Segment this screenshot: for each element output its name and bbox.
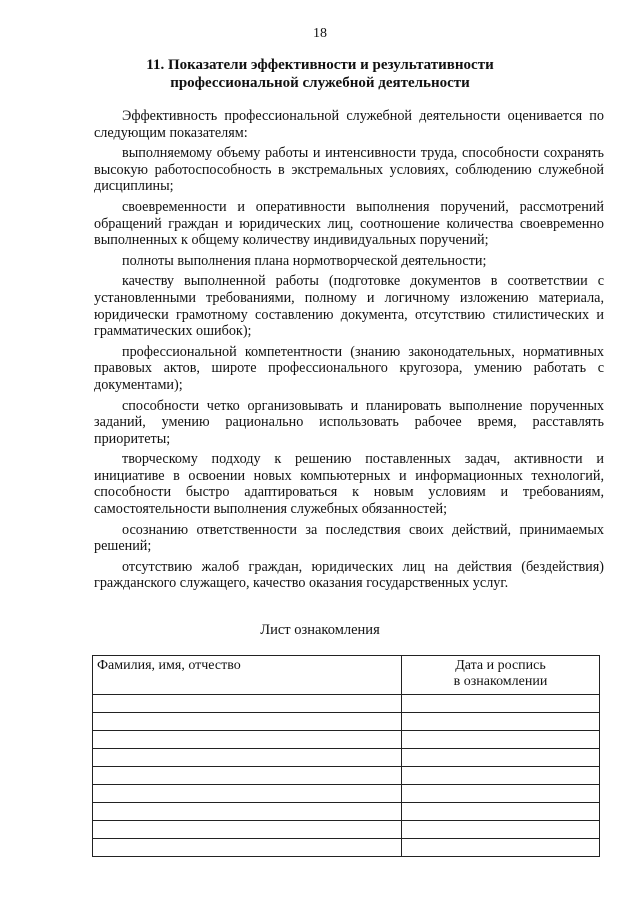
date-signature-cell [402, 695, 600, 713]
paragraph-item: своевременности и оперативности выполнения поручений, рассмотрений обращений граждан и юридических лиц, соотношение количества своевременно выполненных к общему количеству индивидуальных поручений; [94, 198, 604, 249]
column-header-date-line-2: в ознакомлении [453, 674, 548, 689]
name-cell [93, 803, 402, 821]
section-heading-line-1: 11. Показатели эффективности и результативности [146, 57, 494, 73]
table-row [93, 731, 600, 749]
date-signature-cell [402, 731, 600, 749]
name-cell [93, 821, 402, 839]
paragraph-item: отсутствию жалоб граждан, юридических лиц на действия (бездействия) гражданского служащего, качество оказания государственных услуг. [94, 558, 604, 592]
section-heading-line-2: профессиональной служебной деятельности [170, 75, 470, 91]
table-row [93, 839, 600, 857]
table-row [93, 821, 600, 839]
name-cell [93, 713, 402, 731]
paragraph-item: способности четко организовывать и планировать выполнение порученных заданий, умению рационально использовать рабочее время, расставлять приоритеты; [94, 397, 604, 447]
date-signature-cell [402, 821, 600, 839]
paragraph-item: профессиональной компетентности (знанию законодательных, нормативных правовых актов, широте профессионального кругозора, умению работать с документами); [94, 343, 604, 393]
date-signature-cell [402, 839, 600, 857]
date-signature-cell [402, 749, 600, 767]
table-row [93, 749, 600, 767]
acknowledgement-sheet-title: Лист ознакомления [260, 622, 380, 638]
table-body [93, 695, 600, 857]
column-header-date [402, 656, 600, 695]
date-signature-cell [402, 767, 600, 785]
table-row [93, 695, 600, 713]
name-cell [93, 767, 402, 785]
name-cell [93, 749, 402, 767]
page-number: 18 [313, 26, 327, 41]
table-row [93, 803, 600, 821]
paragraph-item: качеству выполненной работы (подготовке документов в соответствии с установленными требованиями, полному и логичному изложению материала, юридически грамотному составлению документа, отсутствию стилистических и грамматических ошибок); [94, 273, 604, 340]
paragraph-item: осознанию ответственности за последствия своих действий, принимаемых решений; [94, 521, 604, 555]
column-header-date-line-1: Дата и роспись [455, 658, 546, 673]
column-header-name: Фамилия, имя, отчество [93, 656, 402, 695]
acknowledgement-table [92, 655, 600, 857]
name-cell [93, 695, 402, 713]
table-header-row [93, 656, 600, 695]
date-signature-cell [402, 713, 600, 731]
table-row [93, 785, 600, 803]
paragraph-item: творческому подходу к решению поставленных задач, активности и инициативе в освоении новых компьютерных и информационных технологий, способности быстро адаптироваться к новым условиям и требованиям, самостоятельности выполнения служебных обязанностей; [94, 451, 604, 518]
name-cell [93, 785, 402, 803]
name-cell [93, 731, 402, 749]
date-signature-cell [402, 803, 600, 821]
paragraph-intro: Эффективность профессиональной служебной деятельности оценивается по следующим показателям: [94, 108, 604, 141]
table-row [93, 767, 600, 785]
name-cell [93, 839, 402, 857]
body-text [94, 108, 604, 596]
section-heading [90, 56, 550, 92]
table-row [93, 713, 600, 731]
date-signature-cell [402, 785, 600, 803]
paragraph-item: выполняемому объему работы и интенсивности труда, способности сохранять высокую работоспособность в экстремальных условиях, соблюдению служебной дисциплины; [94, 145, 604, 195]
paragraph-item: полноты выполнения плана нормотворческой деятельности; [122, 252, 487, 269]
